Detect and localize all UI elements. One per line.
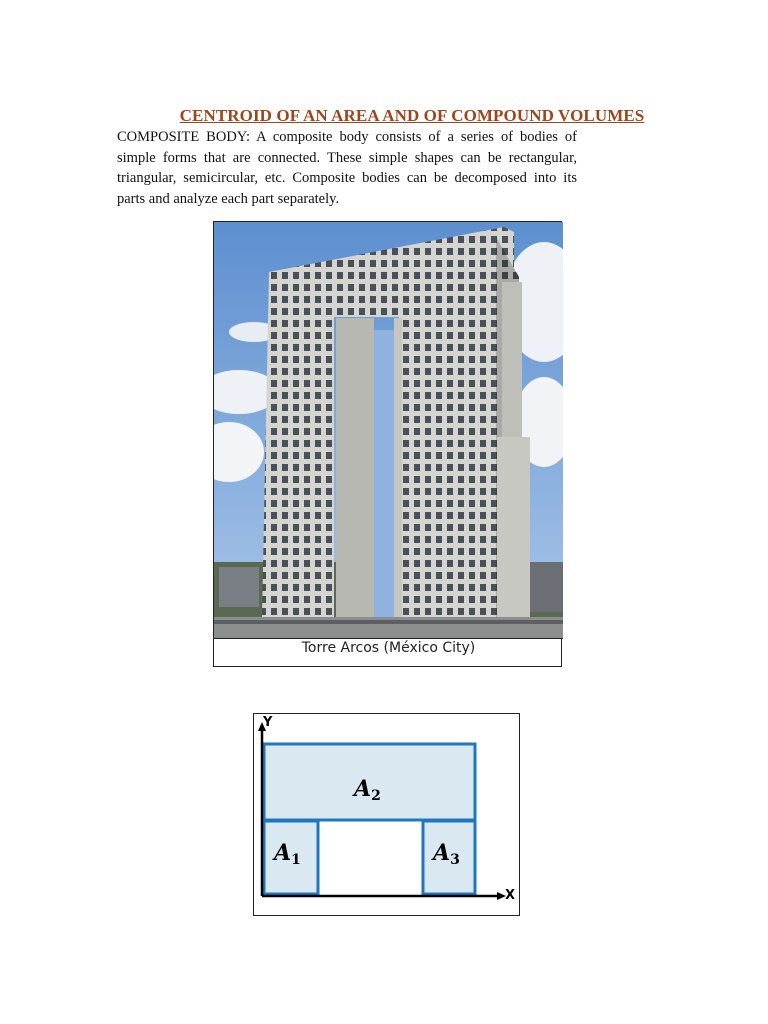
y-axis-label: Y [263, 715, 273, 730]
composite-body-paragraph: COMPOSITE BODY: A composite body consists of a series of bodies of simple forms that are connected. These simple shapes can be rectangular, triangular, semicircular, etc. Composite bodies can be decomposed into its parts and analyze each part separately. [117, 129, 577, 207]
x-axis-label: X [505, 888, 516, 903]
area-a1-label: $A_1$ [274, 840, 301, 868]
area-a2-label: $A_2$ [354, 776, 381, 804]
area-a3-label: $A_3$ [433, 840, 460, 868]
building-photo-figure [213, 221, 562, 667]
area-diagram-svg [254, 714, 521, 917]
building-photo [214, 222, 563, 668]
composite-area-diagram [253, 713, 520, 916]
photo-caption: Torre Arcos (México City) [301, 640, 476, 656]
page-title: CENTROID OF AN AREA AND OF COMPOUND VOLUMES [179, 106, 645, 125]
